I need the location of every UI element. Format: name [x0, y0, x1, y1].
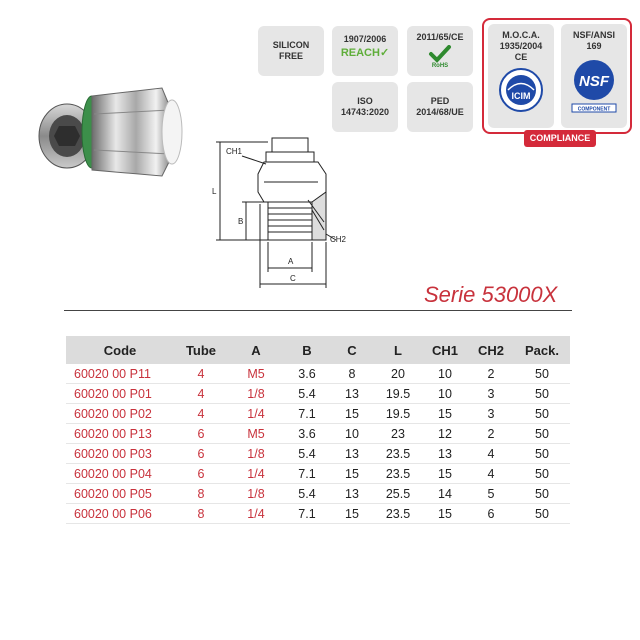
cell-code: 60020 00 P01: [66, 384, 174, 404]
table-header-row: [66, 336, 570, 364]
cell-l: 19.5: [374, 404, 422, 424]
cell-a: 1/8: [228, 444, 284, 464]
cell-ch1: 10: [422, 364, 468, 384]
rohs-check-icon: [428, 45, 452, 63]
cell-c: 15: [330, 504, 374, 524]
header-l: L: [374, 336, 422, 364]
cell-ch1: 15: [422, 504, 468, 524]
cell-c: 13: [330, 444, 374, 464]
cell-tube: 4: [174, 404, 228, 424]
cell-tube: 4: [174, 364, 228, 384]
cell-tube: 6: [174, 424, 228, 444]
badge-moca: M.O.C.A. 1935/2004 CE ICIM: [488, 24, 554, 128]
label-ch2: CH2: [330, 235, 347, 244]
cell-a: 1/4: [228, 464, 284, 484]
cell-l: 23.5: [374, 504, 422, 524]
compliance-label: COMPLIANCE: [524, 130, 596, 147]
cell-pack: 50: [514, 504, 570, 524]
serie-title: Serie 53000X: [424, 282, 558, 307]
cell-tube: 8: [174, 504, 228, 524]
cell-c: 13: [330, 384, 374, 404]
cell-b: 3.6: [284, 424, 330, 444]
reach-logo: REACH✓: [340, 47, 390, 59]
cell-ch2: 3: [468, 384, 514, 404]
header-a: A: [228, 336, 284, 364]
badge-nsf: NSF/ANSI 169 NSF COMPONENT: [561, 24, 627, 128]
cell-c: 10: [330, 424, 374, 444]
table-row: [66, 484, 570, 504]
technical-drawing: [208, 130, 358, 290]
table-row: [66, 444, 570, 464]
cell-ch1: 10: [422, 384, 468, 404]
table-row: [66, 364, 570, 384]
cell-code: 60020 00 P05: [66, 484, 174, 504]
cell-a: M5: [228, 364, 284, 384]
cell-ch2: 2: [468, 424, 514, 444]
cell-c: 13: [330, 484, 374, 504]
header-c: C: [330, 336, 374, 364]
table-row: [66, 404, 570, 424]
label-a: A: [288, 257, 294, 266]
svg-text:NSF: NSF: [579, 73, 609, 90]
header-ch1: CH1: [422, 336, 468, 364]
table-row: [66, 424, 570, 444]
cell-ch2: 2: [468, 364, 514, 384]
cell-code: 60020 00 P04: [66, 464, 174, 484]
cell-l: 23: [374, 424, 422, 444]
table-row: [66, 464, 570, 484]
cell-a: 1/4: [228, 504, 284, 524]
cell-pack: 50: [514, 424, 570, 444]
header-ch2: CH2: [468, 336, 514, 364]
header-tube: Tube: [174, 336, 228, 364]
cell-code: 60020 00 P11: [66, 364, 174, 384]
nsf-logo-icon: [570, 58, 618, 114]
divider: [64, 310, 572, 311]
cell-ch2: 4: [468, 464, 514, 484]
cell-pack: 50: [514, 404, 570, 424]
cell-b: 7.1: [284, 504, 330, 524]
header-pack: Pack.: [514, 336, 570, 364]
badge-ped: PED 2014/68/UE: [407, 82, 473, 132]
cell-a: 1/8: [228, 484, 284, 504]
header-b: B: [284, 336, 330, 364]
cell-pack: 50: [514, 484, 570, 504]
cell-tube: 8: [174, 484, 228, 504]
cell-pack: 50: [514, 364, 570, 384]
cell-ch2: 6: [468, 504, 514, 524]
table-row: [66, 384, 570, 404]
cell-ch1: 12: [422, 424, 468, 444]
cell-code: 60020 00 P06: [66, 504, 174, 524]
header-code: Code: [66, 336, 174, 364]
cell-a: M5: [228, 424, 284, 444]
cell-code: 60020 00 P03: [66, 444, 174, 464]
cell-ch1: 15: [422, 404, 468, 424]
svg-text:ICIM: ICIM: [511, 91, 531, 101]
cell-b: 7.1: [284, 464, 330, 484]
cell-a: 1/8: [228, 384, 284, 404]
cell-pack: 50: [514, 444, 570, 464]
cell-l: 23.5: [374, 464, 422, 484]
cell-b: 7.1: [284, 404, 330, 424]
cell-l: 25.5: [374, 484, 422, 504]
cell-ch2: 4: [468, 444, 514, 464]
svg-text:COMPONENT: COMPONENT: [577, 106, 611, 113]
cell-code: 60020 00 P02: [66, 404, 174, 424]
cell-tube: 6: [174, 444, 228, 464]
cell-c: 15: [330, 464, 374, 484]
cell-l: 23.5: [374, 444, 422, 464]
badge-reach: 1907/2006 REACH✓: [332, 26, 398, 76]
cell-ch1: 15: [422, 464, 468, 484]
cell-pack: 50: [514, 464, 570, 484]
cell-ch1: 13: [422, 444, 468, 464]
cell-ch2: 5: [468, 484, 514, 504]
cell-ch2: 3: [468, 404, 514, 424]
cell-tube: 6: [174, 464, 228, 484]
cell-ch1: 14: [422, 484, 468, 504]
label-c: C: [290, 274, 296, 283]
cell-code: 60020 00 P13: [66, 424, 174, 444]
icim-logo-icon: [498, 67, 544, 113]
specs-table: [66, 336, 570, 524]
badge-rohs: 2011/65/CE RoHS: [407, 26, 473, 76]
badge-silicon-free: SILICON FREE: [258, 26, 324, 76]
badge-iso: ISO 14743:2020: [332, 82, 398, 132]
label-ch1: CH1: [226, 147, 243, 156]
cell-l: 20: [374, 364, 422, 384]
table-row: [66, 504, 570, 524]
cell-c: 15: [330, 404, 374, 424]
cell-c: 8: [330, 364, 374, 384]
cell-l: 19.5: [374, 384, 422, 404]
cell-b: 5.4: [284, 444, 330, 464]
cell-b: 5.4: [284, 384, 330, 404]
cell-b: 5.4: [284, 484, 330, 504]
label-b: B: [238, 217, 244, 226]
label-l: L: [212, 187, 217, 196]
cell-tube: 4: [174, 384, 228, 404]
cell-pack: 50: [514, 384, 570, 404]
cell-b: 3.6: [284, 364, 330, 384]
product-photo: [22, 52, 192, 192]
cell-a: 1/4: [228, 404, 284, 424]
